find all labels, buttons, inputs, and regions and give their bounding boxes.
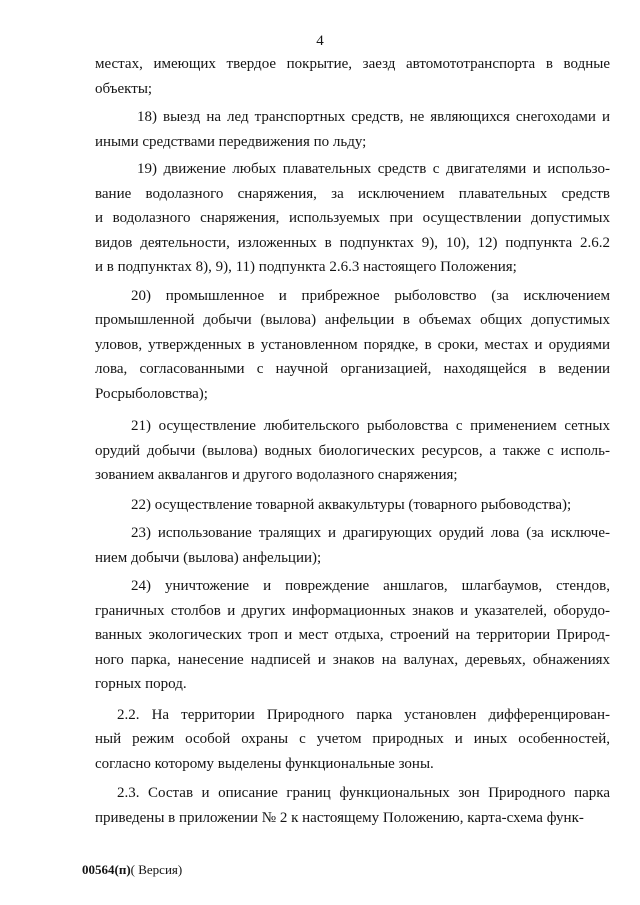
text-line: 22) осуществление товарной аквакультуры (товарного рыбоводства); [131,496,572,513]
text-line: видов деятельности, изложенных в подпунктах 9), 10), 12) подпункта 2.6.2 [95,234,610,251]
text-line: 18) выезд на лед транспортных средств, не являющихся снегоходами и [137,109,610,125]
text-line: 2.2. На территории Природного парка установлен дифференцирован- [117,706,610,723]
document-code: 00564(п) [82,862,131,877]
paragraph-p24 [95,574,610,697]
text-line: 24) уничтожение и повреждение аншлагов, шлагбаумов, стендов, [131,578,610,594]
document-body [95,52,610,830]
text-line: согласно которому выделены функциональные зоны. [95,755,434,772]
text-line: 20) промышленное и прибрежное рыболовство (за исключением [131,287,610,304]
text-line: 23) использование тралящих и драгирующих орудий лова (за исключе- [131,525,610,541]
text-line: граничных столбов и других информационных знаков и указателей, оборудо- [95,602,610,619]
text-line: ного парка, нанесение надписей и знаков на валунах, деревьях, обнажениях [95,651,610,668]
paragraph-p22 [95,493,610,518]
text-line: промышленной добычи (вылова) анфельции в объемах общих допустимых [95,312,610,328]
paragraph-p19 [95,157,610,280]
text-line: приведены в приложении № 2 к настоящему Положению, карта-схема функ- [95,809,584,826]
paragraph-p-cont [95,52,610,101]
text-line: вание водолазного снаряжения, за исключением плавательных средств [95,185,610,202]
text-line: Росрыболовства); [95,385,208,402]
text-line: лова, согласованными с научной организацией, находящейся в ведении [95,361,610,377]
page-number: 4 [316,33,324,49]
text-line: нием добычи (вылова) анфельции); [95,549,322,566]
text-line: иными средствами передвижения по льду; [95,133,367,150]
text-line: местах, имеющих твердое покрытие, заезд автомототранспорта в водные [95,56,610,72]
document-footer [82,862,182,878]
text-line: ванных экологических троп и мест отдыха, строений на территории Природ- [95,627,610,643]
text-line: объекты; [95,80,153,97]
text-line: ный режим особой охраны с учетом природных и иных особенностей, [95,731,610,747]
text-line: орудий добычи (вылова) водных биологических ресурсов, а также с исполь- [95,442,610,459]
paragraph-p2-2 [95,703,610,777]
paragraph-p20 [95,284,610,407]
text-line: 19) движение любых плавательных средств с двигателями и использо- [137,161,610,177]
text-line: 2.3. Состав и описание границ функциональных зон Природного парка [117,785,610,801]
text-line: 21) осуществление любительского рыболовства с применением сетных [131,418,610,434]
text-line: зованием аквалангов и другого водолазного снаряжения; [95,467,458,483]
text-line: и в подпунктах 8), 9), 11) подпункта 2.6.3 настоящего Положения; [95,259,517,275]
text-line: горных пород. [95,676,187,692]
text-line: и водолазного снаряжения, используемых при осуществлении допустимых [95,210,610,226]
paragraph-p2-3 [95,781,610,830]
paragraph-p18 [95,105,610,154]
document-version: ( Версия) [130,862,183,877]
text-line: уловов, утвержденных в установленном порядке, в сроки, местах и орудиями [95,336,610,353]
paragraph-p21 [95,414,610,488]
paragraph-p23 [95,521,610,570]
